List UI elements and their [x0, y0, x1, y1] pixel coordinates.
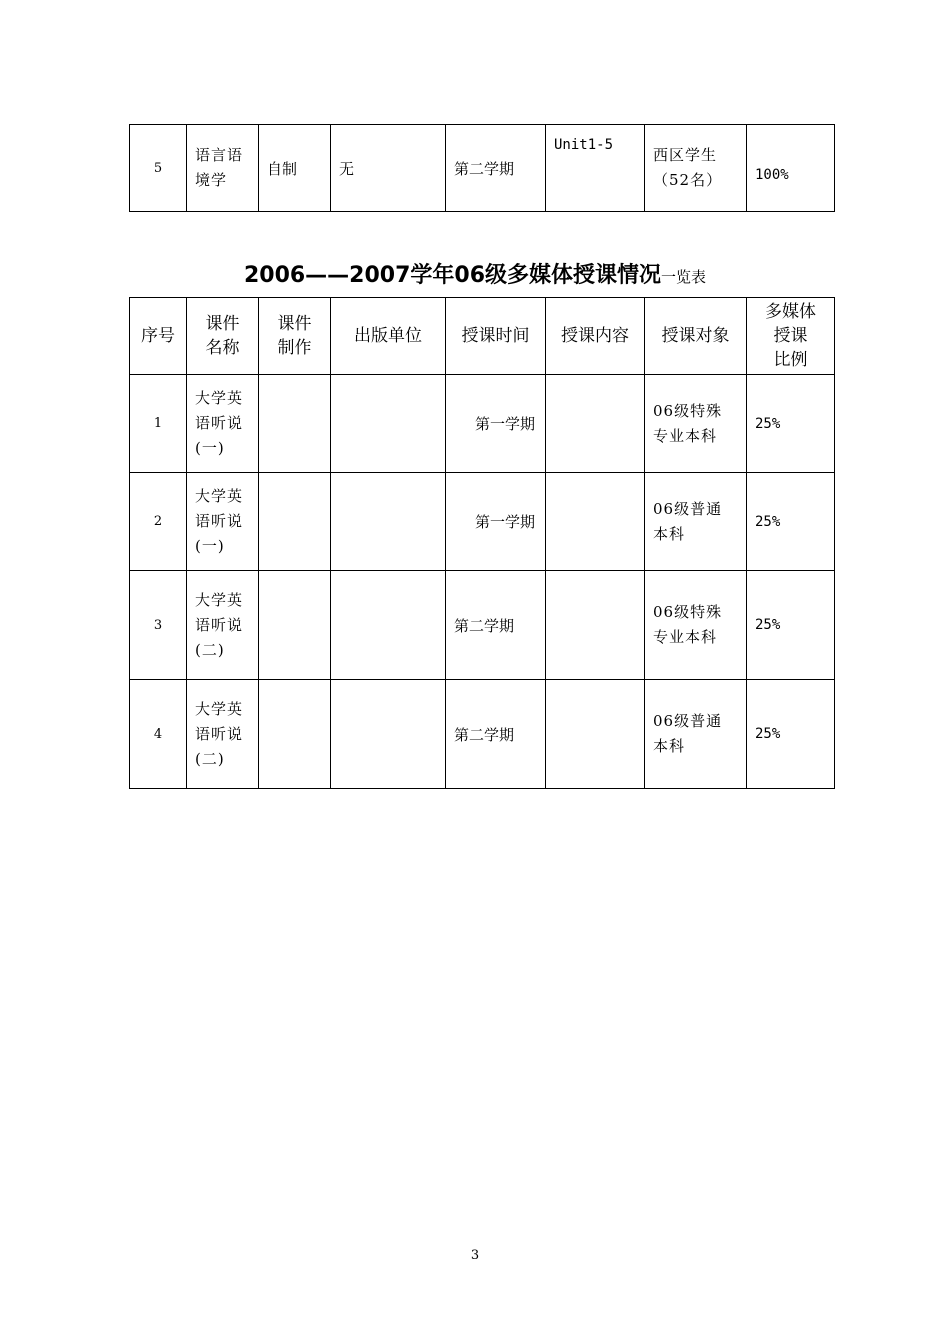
courseware-name-line: 语言语	[195, 146, 244, 164]
page-number: 3	[470, 1248, 480, 1263]
row-number: 2	[130, 473, 187, 571]
table-header-row	[130, 298, 835, 375]
continued-course-table	[129, 124, 835, 212]
table-title	[0, 258, 950, 289]
row-number: 5	[130, 125, 187, 212]
teaching-content: Unit1-5	[546, 125, 645, 212]
courseware-name	[187, 571, 259, 680]
courseware-name-line: 语听说	[195, 724, 244, 743]
header-line: 课件	[205, 314, 240, 334]
teaching-time: 第一学期	[446, 473, 546, 571]
teaching-target-line: 06级特殊	[653, 603, 723, 621]
teaching-content	[546, 375, 645, 473]
teaching-target	[645, 375, 747, 473]
teaching-target-line: （52名）	[653, 171, 723, 189]
courseware-name-line: (二)	[195, 749, 225, 768]
courseware-name	[187, 125, 259, 212]
courseware-name-line: 大学英	[195, 699, 244, 718]
courseware-maker	[259, 473, 331, 571]
table-row	[130, 125, 835, 212]
courseware-name-line: 境学	[195, 171, 228, 189]
teaching-target	[645, 680, 747, 789]
courseware-maker	[259, 680, 331, 789]
courseware-name	[187, 473, 259, 571]
table-row	[130, 375, 835, 473]
row-number: 3	[130, 571, 187, 680]
teaching-time: 第二学期	[446, 571, 546, 680]
table-row	[130, 473, 835, 571]
courseware-name	[187, 680, 259, 789]
multimedia-ratio: 25%	[747, 571, 835, 680]
row-number: 4	[130, 680, 187, 789]
courseware-name-line: (一)	[195, 439, 225, 457]
teaching-time: 第二学期	[446, 680, 546, 789]
multimedia-ratio: 25%	[747, 680, 835, 789]
multimedia-course-table	[129, 297, 835, 789]
courseware-name-line: 语听说	[195, 615, 244, 634]
publisher	[331, 375, 446, 473]
teaching-target-line: 本科	[653, 524, 686, 543]
teaching-content	[546, 571, 645, 680]
row-number: 1	[130, 375, 187, 473]
table-row	[130, 680, 835, 789]
teaching-time: 第二学期	[446, 125, 546, 212]
header-teaching-target: 授课对象	[645, 298, 747, 375]
table-row	[130, 571, 835, 680]
teaching-target	[645, 571, 747, 680]
courseware-name-line: (一)	[195, 537, 225, 555]
teaching-time: 第一学期	[446, 375, 546, 473]
courseware-name	[187, 375, 259, 473]
publisher	[331, 571, 446, 680]
multimedia-ratio: 25%	[747, 375, 835, 473]
header-line: 授课	[773, 326, 808, 346]
teaching-target	[645, 473, 747, 571]
courseware-name-line: (二)	[195, 640, 225, 659]
publisher	[331, 680, 446, 789]
teaching-target-line: 本科	[653, 737, 686, 755]
teaching-target-line: 专业本科	[653, 426, 718, 445]
courseware-maker: 自制	[259, 125, 331, 212]
courseware-name-line: 语听说	[195, 414, 244, 432]
header-line: 制作	[277, 338, 312, 358]
table-title-main: 2006——2007学年06级多媒体授课情况	[243, 263, 662, 288]
courseware-name-line: 大学英	[195, 590, 244, 609]
teaching-target	[645, 125, 747, 212]
publisher	[331, 473, 446, 571]
courseware-name-line: 大学英	[195, 487, 244, 505]
header-no: 序号	[130, 298, 187, 375]
teaching-target-line: 06级普通	[653, 712, 723, 730]
teaching-target-line: 西区学生	[653, 146, 718, 164]
teaching-content	[546, 680, 645, 789]
table-title-suffix: 一览表	[661, 268, 707, 286]
header-line: 比例	[773, 350, 808, 370]
teaching-target-line: 06级特殊	[653, 401, 723, 420]
teaching-target-line: 06级普通	[653, 499, 723, 518]
header-courseware-name	[187, 298, 259, 375]
header-courseware-maker	[259, 298, 331, 375]
teaching-content	[546, 473, 645, 571]
header-line: 课件	[277, 314, 312, 334]
multimedia-ratio: 25%	[747, 473, 835, 571]
courseware-maker	[259, 571, 331, 680]
header-teaching-content: 授课内容	[546, 298, 645, 375]
header-multimedia-ratio	[747, 298, 835, 375]
header-line: 名称	[205, 338, 240, 358]
courseware-name-line: 大学英	[195, 389, 244, 407]
courseware-maker	[259, 375, 331, 473]
publisher: 无	[331, 125, 446, 212]
multimedia-ratio: 100%	[747, 125, 835, 212]
teaching-target-line: 专业本科	[653, 628, 718, 646]
courseware-name-line: 语听说	[195, 512, 244, 530]
header-teaching-time: 授课时间	[446, 298, 546, 375]
header-line: 多媒体	[765, 302, 816, 322]
header-publisher: 出版单位	[331, 298, 446, 375]
